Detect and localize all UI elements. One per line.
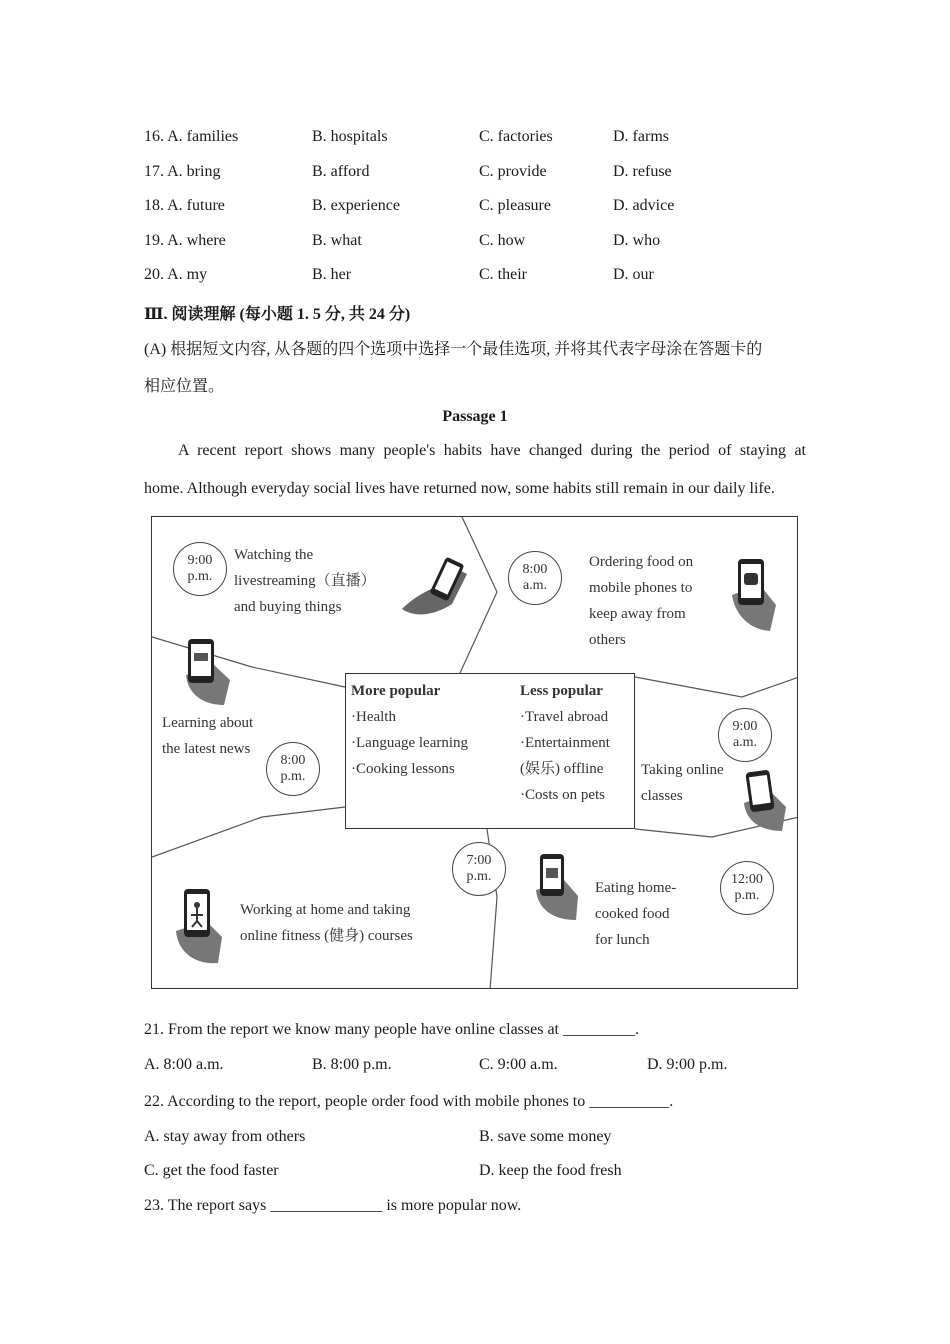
- question-23: 23. The report says ______________ is more popular now.: [144, 1197, 522, 1214]
- clock-8pm: 8:00 p.m.: [266, 742, 320, 796]
- habits-infographic: [151, 516, 798, 989]
- q21-option-d: D. 9:00 p.m.: [647, 1056, 728, 1073]
- q20-option-b: B. her: [312, 266, 352, 283]
- clock-9am: 9:00 a.m.: [718, 708, 772, 762]
- phone-food-order-icon: [730, 555, 778, 633]
- caption-livestreaming: Watching the livestreaming（直播） and buying things: [234, 547, 376, 615]
- q16-option-d: D. farms: [613, 128, 669, 145]
- caption-home-cooked-food: Eating home- cooked food for lunch: [595, 880, 677, 948]
- passage-line-1: A recent report shows many people's habits have changed during the period of staying at: [178, 442, 806, 459]
- q19-option-c: C. how: [479, 232, 526, 249]
- passage-line-2: home. Although everyday social lives have returned now, some habits still remain in our daily life.: [144, 480, 775, 497]
- more-popular-column: More popular ·Health ·Language learning ·Cooking lessons: [351, 683, 469, 777]
- q18-option-c: C. pleasure: [479, 197, 551, 214]
- q20-option-c: C. their: [479, 266, 527, 283]
- q18-option-b: B. experience: [312, 197, 400, 214]
- caption-latest-news: Learning about the latest news: [162, 715, 254, 757]
- instruction-line-1: (A) 根据短文内容, 从各题的四个选项中选择一个最佳选项, 并将其代表字母涂在答题卡的: [144, 341, 763, 358]
- question-22: 22. According to the report, people order food with mobile phones to __________.: [144, 1093, 674, 1110]
- clock-12pm: 12:00 p.m.: [720, 861, 774, 915]
- question-21: 21. From the report we know many people have online classes at _________.: [144, 1021, 639, 1038]
- q18-option-d: D. advice: [613, 197, 675, 214]
- q16-option-b: B. hospitals: [312, 128, 388, 145]
- phone-shopping-icon: [397, 549, 477, 619]
- q22-option-b: B. save some money: [479, 1128, 612, 1145]
- q21-option-c: C. 9:00 a.m.: [479, 1056, 558, 1073]
- q21-option-a: A. 8:00 a.m.: [144, 1056, 224, 1073]
- popularity-box: [345, 673, 635, 829]
- q22-option-c: C. get the food faster: [144, 1162, 279, 1179]
- q18-option-a: 18. A. future: [144, 197, 225, 214]
- q20-option-d: D. our: [613, 266, 654, 283]
- q22-option-a: A. stay away from others: [144, 1128, 306, 1145]
- q17-option-d: D. refuse: [613, 163, 672, 180]
- caption-online-classes: Taking online classes: [641, 762, 724, 804]
- clock-8am: 8:00 a.m.: [508, 551, 562, 605]
- clock-7pm: 7:00 p.m.: [452, 842, 506, 896]
- q16-option-c: C. factories: [479, 128, 553, 145]
- q17-option-b: B. afford: [312, 163, 370, 180]
- instruction-line-2: 相应位置。: [144, 378, 225, 395]
- q19-option-b: B. what: [312, 232, 362, 249]
- passage-title: Passage 1: [442, 408, 508, 425]
- q20-option-a: 20. A. my: [144, 266, 208, 283]
- section-title: Ⅲ. 阅读理解 (每小题 1. 5 分, 共 24 分): [144, 306, 411, 323]
- caption-ordering-food: Ordering food on mobile phones to keep away from others: [589, 554, 694, 648]
- q21-option-b: B. 8:00 p.m.: [312, 1056, 392, 1073]
- q19-option-d: D. who: [613, 232, 661, 249]
- q22-option-d: D. keep the food fresh: [479, 1162, 622, 1179]
- caption-online-fitness: Working at home and taking online fitness (健身) courses: [240, 902, 413, 944]
- less-popular-column: Less popular ·Travel abroad ·Entertainment (娱乐) offline ·Costs on pets: [520, 683, 610, 803]
- phone-fitness-icon: [174, 887, 224, 967]
- q17-option-a: 17. A. bring: [144, 163, 221, 180]
- phone-news-icon: [182, 635, 232, 707]
- q19-option-a: 19. A. where: [144, 232, 226, 249]
- q17-option-c: C. provide: [479, 163, 547, 180]
- phone-online-class-icon: [742, 767, 788, 833]
- q16-option-a: 16. A. families: [144, 128, 239, 145]
- clock-9pm: 9:00 p.m.: [173, 542, 227, 596]
- phone-home-cooking-icon: [534, 852, 580, 922]
